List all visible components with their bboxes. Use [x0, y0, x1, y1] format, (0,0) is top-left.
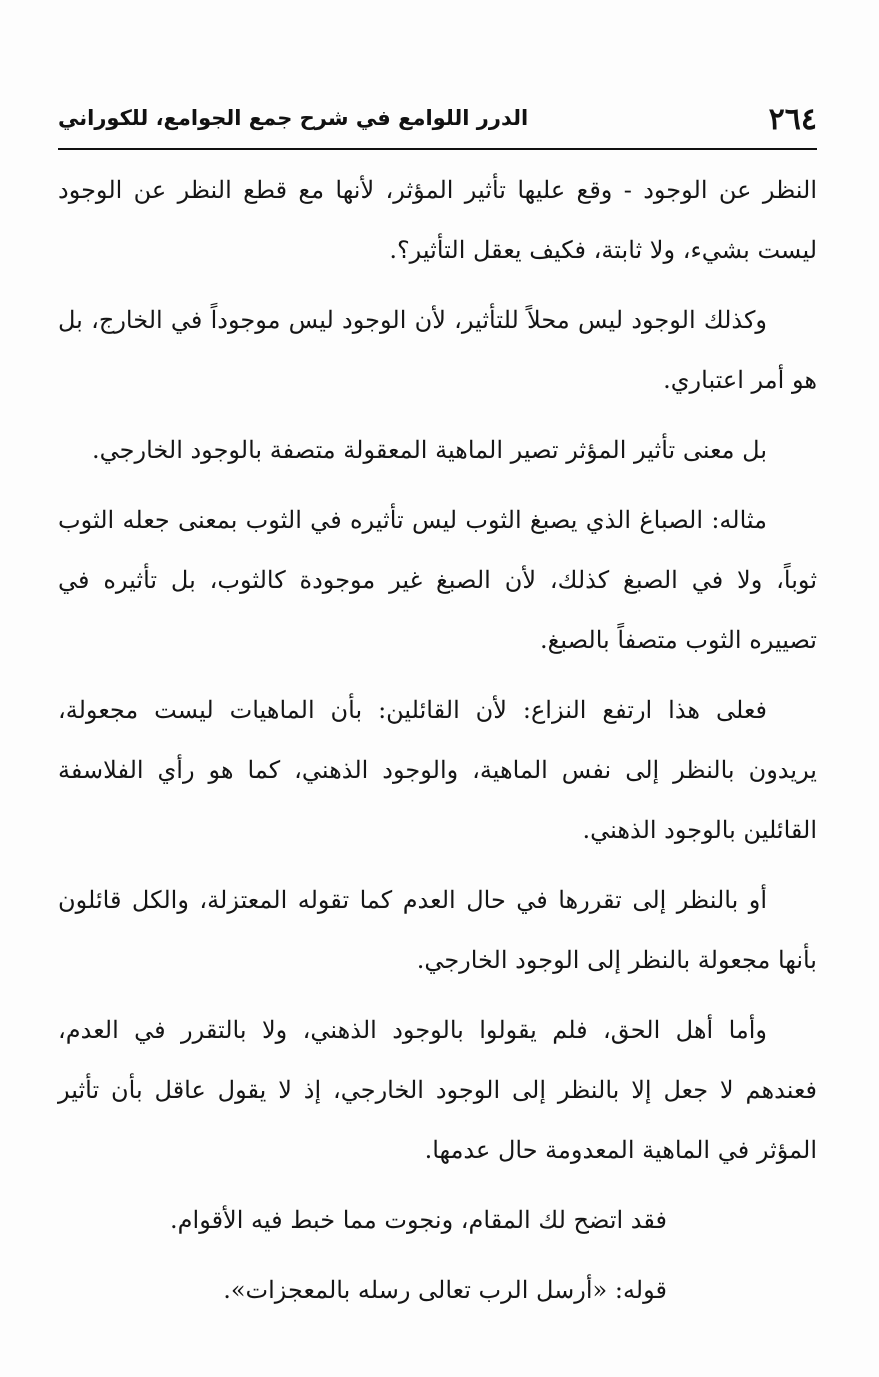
- paragraph-2: وكذلك الوجود ليس محلاً للتأثير، لأن الوجود ليس موجوداً في الخارج، بل هو أمر اعتباري.: [58, 306, 817, 394]
- paragraph-3: بل معنى تأثير المؤثر تصير الماهية المعقولة متصفة بالوجود الخارجي.: [92, 436, 767, 464]
- header-rule: [58, 148, 817, 150]
- paragraph-6: أو بالنظر إلى تقررها في حال العدم كما تقوله المعتزلة، والكل قائلون بأنها مجعولة بالنظر إلى الوجود الخارجي.: [58, 886, 817, 974]
- page-number: ٢٦٤: [768, 102, 817, 137]
- paragraph-9: قوله: «أرسل الرب تعالى رسله بالمعجزات».: [223, 1276, 667, 1304]
- running-title: الدرر اللوامع في شرح جمع الجوامع، للكوراني: [58, 106, 529, 130]
- paragraph-1: النظر عن الوجود - وقع عليها تأثير المؤثر، لأنها مع قطع النظر عن الوجود ليست بشيء، ولا ثابتة، فكيف يعقل التأثير؟.: [58, 176, 817, 264]
- paragraph-5: فعلى هذا ارتفع النزاع: لأن القائلين: بأن الماهيات ليست مجعولة، يريدون بالنظر إلى نفس الماهية، والوجود الذهني، كما هو رأي الفلاسفة القائلين بالوجود الذهني.: [58, 696, 817, 844]
- page-header: [58, 100, 817, 144]
- paragraph-8: فقد اتضح لك المقام، ونجوت مما خبط فيه الأقوام.: [170, 1206, 667, 1234]
- paragraph-4: مثاله: الصباغ الذي يصبغ الثوب ليس تأثيره في الثوب بمعنى جعله الثوب ثوباً، ولا في الصبغ كذلك، لأن الصبغ غير موجودة كالثوب، بل تأثيره في تصييره الثوب متصفاً بالصبغ.: [58, 506, 817, 654]
- paragraph-7: وأما أهل الحق، فلم يقولوا بالوجود الذهني، ولا بالتقرر في العدم، فعندهم لا جعل إلا بالنظر إلى الوجود الخارجي، إذ لا يقول عاقل بأن تأثير المؤثر في الماهية المعدومة حال عدمها.: [58, 1016, 817, 1164]
- page-body: [58, 160, 817, 1330]
